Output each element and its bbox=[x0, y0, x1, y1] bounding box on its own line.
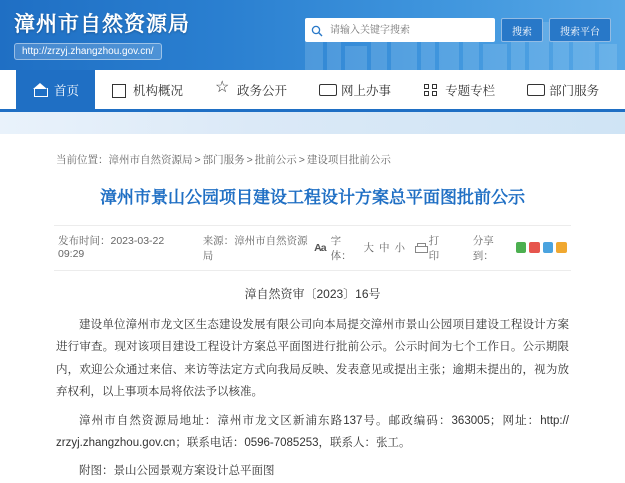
font-size-medium[interactable]: 中 bbox=[379, 242, 390, 254]
print-button[interactable] bbox=[415, 233, 449, 263]
search-input[interactable] bbox=[328, 24, 489, 37]
qzone-icon[interactable] bbox=[556, 242, 567, 253]
nav-item-home[interactable] bbox=[16, 70, 95, 109]
font-size-large[interactable]: 大 bbox=[363, 242, 375, 254]
doc-meta-bar bbox=[54, 225, 571, 271]
breadcrumb-sep-2: > bbox=[298, 154, 305, 166]
star-icon bbox=[215, 83, 231, 97]
breadcrumb-sep-0: > bbox=[194, 154, 201, 166]
header-search bbox=[305, 18, 611, 42]
font-size-small[interactable]: 小 bbox=[394, 242, 406, 254]
nav-item-dept-service[interactable] bbox=[511, 70, 615, 109]
publish-time: 发布时间：2023-03-22 09:29 bbox=[58, 234, 165, 260]
search-box[interactable] bbox=[305, 18, 495, 42]
article-body bbox=[34, 271, 591, 483]
site-brand[interactable] bbox=[14, 8, 190, 60]
qq-icon[interactable] bbox=[543, 242, 554, 253]
wechat-icon[interactable] bbox=[516, 242, 527, 253]
font-size-label: 字体： bbox=[330, 234, 352, 262]
nav-label-online-service: 网上办事 bbox=[341, 83, 392, 98]
content-card bbox=[34, 134, 591, 478]
main-nav bbox=[0, 70, 625, 112]
doc-source: 来源：漳州市自然资源局 bbox=[202, 234, 308, 262]
weibo-icon[interactable] bbox=[529, 242, 540, 253]
nav-label-topics: 专题专栏 bbox=[445, 83, 496, 98]
breadcrumb bbox=[34, 144, 591, 177]
printer-icon bbox=[415, 243, 426, 252]
nav-item-affairs-open[interactable] bbox=[199, 70, 303, 109]
nav-item-organization[interactable] bbox=[95, 70, 199, 109]
breadcrumb-prefix: 当前位置： bbox=[56, 154, 109, 166]
breadcrumb-item-1[interactable]: 部门服务 bbox=[202, 154, 245, 166]
nav-item-topics[interactable] bbox=[407, 70, 511, 109]
screen-icon bbox=[319, 83, 335, 97]
nav-item-online-service[interactable] bbox=[303, 70, 407, 109]
screen-icon-2 bbox=[527, 83, 543, 97]
breadcrumb-item-2[interactable]: 批前公示 bbox=[254, 154, 297, 166]
site-title: 漳州市自然资源局 bbox=[14, 13, 190, 36]
search-button[interactable]: 搜索 bbox=[501, 18, 543, 42]
share-label: 分享到： bbox=[472, 234, 494, 262]
page-title: 漳州市景山公园项目建设工程设计方案总平面图批前公示 bbox=[100, 188, 525, 207]
nav-label-organization: 机构概况 bbox=[133, 83, 184, 98]
site-url[interactable]: http://zrzyj.zhangzhou.gov.cn/ bbox=[14, 43, 162, 60]
nav-label-home: 首页 bbox=[54, 83, 80, 98]
home-icon bbox=[32, 83, 48, 97]
banner-strip bbox=[0, 112, 625, 134]
grid-icon bbox=[423, 83, 439, 97]
nav-label-dept-service: 部门服务 bbox=[549, 83, 600, 98]
search-icon bbox=[311, 24, 323, 36]
breadcrumb-item-3[interactable]: 建设项目批前公示 bbox=[306, 154, 391, 166]
search-platform-button[interactable]: 搜索平台 bbox=[549, 18, 611, 42]
document-number: 漳自然资审〔2023〕16号 bbox=[244, 286, 381, 301]
share-group bbox=[473, 233, 567, 263]
nav-label-affairs-open: 政务公开 bbox=[237, 83, 288, 98]
breadcrumb-item-0[interactable]: 漳州市自然资源局 bbox=[108, 154, 193, 166]
article-paragraph-1: 建设单位漳州市龙文区生态建设发展有限公司向本局提交漳州市景山公园项目建设工程设计方案进行审查。现对该项目建设工程设计方案总平面图进行批前公示。公示时间为七个工作日。公示期限内，欢迎公众通过来信、来访等法定方式向我局反映、发表意见或提出主张；逾期未提出的，视为放弃权利，以上事项本局将依法予以核准。 bbox=[56, 318, 569, 399]
breadcrumb-sep-1: > bbox=[246, 154, 253, 166]
site-header bbox=[0, 0, 625, 70]
book-icon bbox=[111, 83, 127, 97]
font-size-control[interactable] bbox=[314, 233, 405, 263]
font-size-icon: Aa bbox=[314, 241, 326, 254]
article-paragraph-2: 漳州市自然资源局地址：漳州市龙文区新浦东路137号。邮政编码：363005；网址：http:// zrzyj.zhangzhou.gov.cn；联系电话：0596-7085253，联系人：张工。 bbox=[56, 414, 569, 449]
print-label: 打印 bbox=[428, 234, 440, 262]
article-paragraph-3: 附图：景山公园景观方案设计总平面图 bbox=[79, 465, 275, 478]
